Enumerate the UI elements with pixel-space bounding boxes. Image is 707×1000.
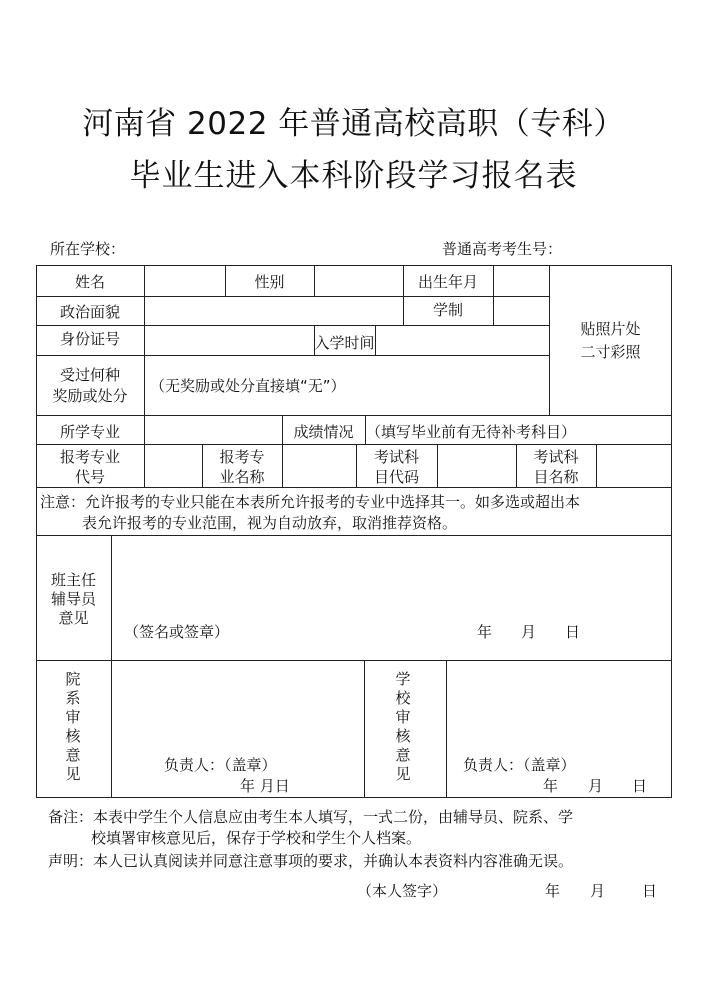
row-line	[36, 296, 549, 297]
school-sign-label: 负责人：（盖章）	[463, 756, 576, 774]
teacher-label-line3: 意见	[58, 609, 89, 627]
col-line	[596, 444, 597, 487]
row-line	[36, 487, 672, 488]
col-line	[364, 660, 365, 797]
major-code-label-line1: 报考专业	[59, 448, 120, 466]
note-line1: 注意：允许报考的专业只能在本表所允许报考的专业中选择其一。如多选或超出本	[40, 493, 581, 511]
major-label: 所学专业	[59, 423, 120, 441]
teacher-label-line2: 辅导员	[50, 590, 96, 608]
col-line	[144, 296, 145, 355]
birth-label: 出生年月	[417, 273, 478, 291]
dept-date-label: 年 月日	[240, 777, 290, 795]
statement: 声明：本人已认真阅读并同意注意事项的要求，并确认本表资料内容准确无误。	[48, 852, 574, 870]
major-name-label-line1: 报考专	[219, 448, 265, 466]
col-line	[144, 444, 145, 487]
award-label-line1: 受过何种	[59, 366, 120, 384]
col-line	[314, 265, 315, 296]
award-hint: （无奖励或处分直接填“无”）	[150, 377, 346, 395]
col-line	[144, 415, 145, 444]
dept-sign-label: 负责人：（盖章）	[164, 756, 277, 774]
col-line	[144, 355, 145, 415]
school-year-label: 年	[543, 777, 559, 795]
name-label: 姓名	[74, 273, 105, 291]
form-title-line2: 毕业生进入本科阶段学习报名表	[129, 158, 578, 194]
row-line	[36, 444, 672, 445]
gender-label: 性别	[254, 273, 285, 291]
major-code-label-line2: 代号	[74, 468, 105, 486]
row-line	[36, 325, 549, 326]
photo-label-line1: 贴照片处	[580, 320, 641, 338]
grade-hint: （填写毕业前有无待补考科目）	[366, 423, 577, 441]
dept-review-label: 院系审核意见	[65, 670, 81, 783]
col-line	[144, 265, 145, 296]
teacher-year-label: 年	[477, 623, 493, 641]
politics-label: 政治面貌	[59, 303, 120, 321]
teacher-day-label: 日	[565, 623, 581, 641]
subject-name-label-line1: 考试科	[533, 448, 579, 466]
school-label: 所在学校：	[50, 240, 126, 258]
col-line	[549, 265, 550, 415]
photo-label-line2: 二寸彩照	[580, 343, 641, 361]
school-review-label: 学校审核意见	[395, 670, 411, 783]
col-line	[375, 325, 376, 355]
row-line	[36, 415, 672, 416]
footer-day-label: 日	[642, 882, 658, 900]
col-line	[111, 535, 112, 660]
teacher-sign-label: （签名或签章）	[124, 623, 230, 641]
award-label-line2: 奖励或处分	[52, 387, 128, 405]
footer-month-label: 月	[590, 882, 606, 900]
col-line	[437, 444, 438, 487]
grade-label: 成绩情况	[293, 423, 354, 441]
school-day-label: 日	[632, 777, 648, 795]
schooling-label: 学制	[432, 301, 463, 319]
enroll-label: 入学时间	[314, 334, 375, 352]
subject-code-label-line2: 目代码	[373, 468, 419, 486]
teacher-label-line1: 班主任	[50, 571, 96, 589]
col-line	[282, 444, 283, 487]
row-line	[36, 355, 549, 356]
col-line	[111, 660, 112, 797]
teacher-month-label: 月	[521, 623, 537, 641]
self-signature-label: （本人签字）	[357, 882, 448, 900]
note-line2: 表允许报考的专业范围，视为自动放弃，取消推荐资格。	[82, 514, 458, 532]
school-month-label: 月	[588, 777, 604, 795]
subject-code-label-line1: 考试科	[373, 448, 419, 466]
remark-line1: 备注：本表中学生个人信息应由考生本人填写，一式二份，由辅导员、院系、学	[48, 808, 574, 826]
subject-name-label-line2: 目名称	[533, 468, 579, 486]
form-title-line1: 河南省 2022 年普通高校高职（专科）	[82, 106, 625, 142]
table-border-bottom	[36, 797, 672, 798]
remark-line2: 校填署审核意见后，保存于学校和学生个人档案。	[91, 829, 422, 847]
id-label: 身份证号	[59, 330, 120, 348]
exam-number-label: 普通高考考生号：	[442, 240, 563, 258]
table-border-top	[36, 265, 672, 266]
footer-year-label: 年	[545, 882, 561, 900]
row-line	[36, 535, 672, 536]
major-name-label-line2: 业名称	[219, 468, 265, 486]
row-line	[36, 660, 672, 661]
col-line	[493, 265, 494, 325]
col-line	[446, 660, 447, 797]
